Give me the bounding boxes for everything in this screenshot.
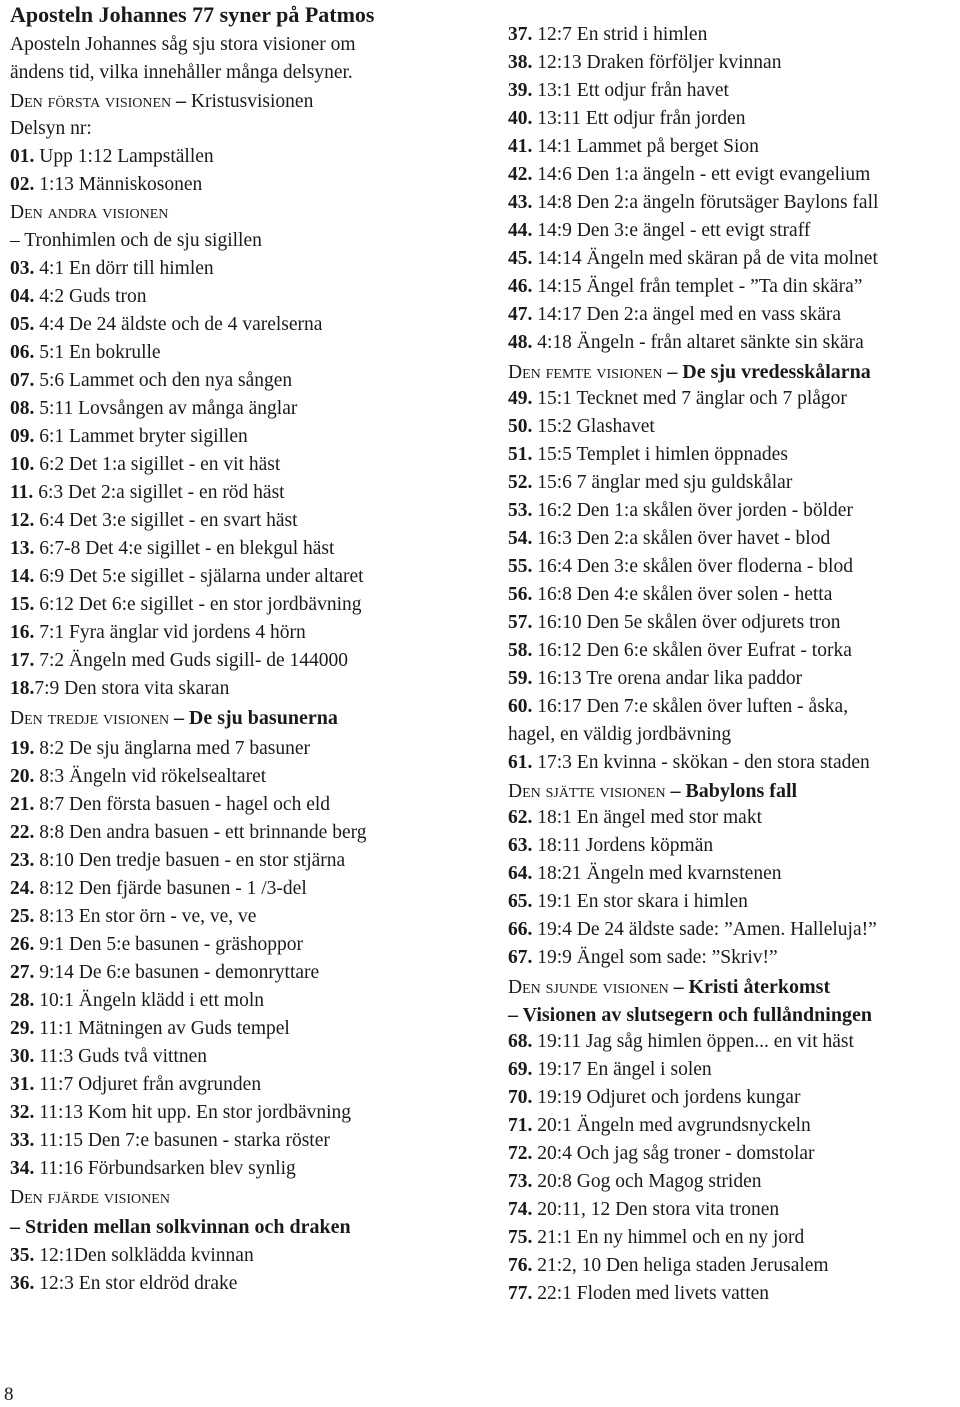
item-text: 16:10 Den 5e skålen över odjurets tron: [537, 612, 841, 633]
list-item: [508, 1142, 815, 1166]
item-text: 11:7 Odjuret från avgrunden: [39, 1074, 262, 1095]
item-text: 7:1 Fyra änglar vid jordens 4 hörn: [39, 622, 306, 643]
list-item: [508, 1086, 800, 1110]
item-text: 19:1 En stor skara i himlen: [537, 891, 748, 912]
item-text: 15:1 Tecknet med 7 änglar och 7 plågor: [537, 388, 847, 409]
list-item: [10, 649, 348, 673]
item-number: 21.: [10, 794, 35, 815]
item-text: 12:1Den solklädda kvinnan: [39, 1245, 254, 1266]
item-number: 75.: [508, 1227, 533, 1248]
vision-label: Den tredje visionen: [10, 708, 170, 729]
item-number: 05.: [10, 314, 35, 335]
list-item: [10, 933, 303, 957]
item-text: 9:14 De 6:e basunen - demonryttare: [39, 962, 320, 983]
item-text: 19:9 Ängel som sade: ”Skriv!”: [537, 947, 778, 968]
vision-dash: –: [174, 707, 185, 729]
item-number: 11.: [10, 482, 34, 503]
list-item: [508, 1170, 761, 1194]
item-text: 8:8 Den andra basuen - ett brinnande berg: [39, 822, 367, 843]
item-text: 16:3 Den 2:a skålen över havet - blod: [537, 528, 831, 549]
item-number: 50.: [508, 416, 533, 437]
list-item: [508, 135, 759, 159]
vision-heading: [10, 201, 168, 225]
vision-label: Den sjätte visionen: [508, 781, 666, 802]
item-text: 16:4 Den 3:e skålen över floderna - blod: [537, 556, 853, 577]
item-text: 13:11 Ett odjur från jorden: [537, 108, 746, 129]
item-number: 47.: [508, 304, 533, 325]
list-item: [10, 481, 285, 505]
list-item: [508, 303, 841, 327]
list-item: [10, 905, 256, 929]
list-item: [10, 1017, 290, 1041]
list-item: [10, 285, 147, 309]
item-number: 60.: [508, 696, 533, 717]
item-text: 22:1 Floden med livets vatten: [537, 1283, 770, 1304]
item-number: 59.: [508, 668, 533, 689]
item-number: 58.: [508, 640, 533, 661]
item-text: 7:9 Den stora vita skaran: [34, 678, 230, 699]
list-item: [508, 806, 762, 830]
item-number: 01.: [10, 146, 35, 167]
list-item: [508, 946, 778, 970]
list-item: [10, 369, 292, 393]
item-text: 11:15 Den 7:e basunen - starka röster: [39, 1130, 330, 1151]
list-item: [508, 1198, 779, 1222]
item-text: 18:1 En ängel med stor makt: [537, 807, 762, 828]
list-item: [10, 1244, 254, 1268]
item-text: 16:12 Den 6:e skålen över Eufrat - torka: [537, 640, 852, 661]
item-number: 42.: [508, 164, 533, 185]
item-text: 6:9 Det 5:e sigillet - själarna under altaret: [39, 566, 364, 587]
item-text: 12:7 En strid i himlen: [537, 24, 708, 45]
document-title: Aposteln Johannes 77 syner på Patmos: [10, 2, 375, 27]
vision-subtitle: De sju vredesskålarna: [682, 361, 871, 383]
list-item: [10, 565, 364, 589]
item-number: 10.: [10, 454, 35, 475]
list-item-continuation: hagel, en väldig jordbävning: [508, 724, 732, 745]
list-item: [508, 1058, 712, 1082]
item-text: 6:7-8 Det 4:e sigillet - en blekgul häst: [39, 538, 335, 559]
item-text: 1:13 Människosonen: [39, 174, 203, 195]
delsyn-label: Delsyn nr:: [10, 118, 92, 139]
vision-heading: [508, 975, 830, 1000]
vision-heading: [10, 1186, 170, 1210]
item-number: 32.: [10, 1102, 35, 1123]
list-item: [10, 1129, 330, 1153]
item-number: 07.: [10, 370, 35, 391]
list-item: [10, 961, 319, 985]
list-item: [508, 751, 870, 775]
item-text: 4:1 En dörr till himlen: [39, 258, 214, 279]
item-number: 14.: [10, 566, 35, 587]
list-item: [508, 51, 781, 75]
item-number: 18.: [10, 678, 35, 699]
list-item: [508, 1282, 769, 1306]
item-text: 13:1 Ett odjur från havet: [537, 80, 729, 101]
item-number: 43.: [508, 192, 533, 213]
item-number: 25.: [10, 906, 35, 927]
list-item: [508, 1254, 829, 1278]
item-number: 22.: [10, 822, 35, 843]
item-number: 52.: [508, 472, 533, 493]
item-number: 71.: [508, 1115, 533, 1136]
item-number: 24.: [10, 878, 35, 899]
item-number: 65.: [508, 891, 533, 912]
item-number: 35.: [10, 1245, 35, 1266]
vision-heading: [508, 779, 797, 804]
item-text: 4:4 De 24 äldste och de 4 varelserna: [39, 314, 323, 335]
list-item: [10, 1073, 261, 1097]
list-item: [10, 257, 214, 281]
item-number: 61.: [508, 752, 533, 773]
item-text: 20:11, 12 Den stora vita tronen: [537, 1199, 780, 1220]
item-number: 12.: [10, 510, 35, 531]
item-text: 19:17 En ängel i solen: [537, 1059, 712, 1080]
item-text: 14:6 Den 1:a ängeln - ett evigt evangelium: [537, 164, 871, 185]
item-text: 6:12 Det 6:e sigillet - en stor jordbävning: [39, 594, 362, 615]
item-text: 19:11 Jag såg himlen öppen... en vit häst: [537, 1031, 854, 1052]
list-item: [10, 989, 264, 1013]
item-number: 09.: [10, 426, 35, 447]
item-number: 27.: [10, 962, 35, 983]
list-item: [508, 331, 864, 355]
item-text: 17:3 En kvinna - skökan - den stora staden: [537, 752, 870, 773]
intro-line: ändens tid, vilka innehåller många delsyner.: [10, 62, 353, 83]
list-item: [10, 677, 229, 701]
item-text: 14:15 Ängel från templet - ”Ta din skära”: [537, 276, 863, 297]
item-text: 16:8 Den 4:e skålen över solen - hetta: [537, 584, 833, 605]
vision-heading: [508, 360, 871, 385]
item-number: 31.: [10, 1074, 35, 1095]
list-item: [508, 918, 877, 942]
item-text: 20:1 Ängeln med avgrundsnyckeln: [537, 1115, 811, 1136]
item-number: 67.: [508, 947, 533, 968]
item-text: 8:13 En stor örn - ve, ve, ve: [39, 906, 257, 927]
list-item: [10, 765, 266, 789]
item-text: 6:4 Det 3:e sigillet - en svart häst: [39, 510, 298, 531]
item-number: 73.: [508, 1171, 533, 1192]
vision-label: Den andra visionen: [10, 202, 169, 223]
item-text: 8:2 De sju änglarna med 7 basuner: [39, 738, 311, 759]
item-text: 21:1 En ny himmel och en ny jord: [537, 1227, 805, 1248]
item-text: 10:1 Ängeln klädd i ett moln: [39, 990, 265, 1011]
item-number: 77.: [508, 1283, 533, 1304]
list-item: [10, 341, 161, 365]
item-text: 16:13 Tre orena andar lika paddor: [537, 668, 803, 689]
item-text: 7:2 Ängeln med Guds sigill- de 144000: [39, 650, 348, 671]
list-item: [508, 79, 729, 103]
item-number: 64.: [508, 863, 533, 884]
list-item: [10, 737, 310, 761]
list-item: [508, 471, 792, 495]
vision-subtitle: De sju basunerna: [188, 707, 338, 729]
item-text: 5:11 Lovsången av många änglar: [39, 398, 298, 419]
item-number: 72.: [508, 1143, 533, 1164]
vision-subtitle: – Visionen av slutsegern och fullåndningen: [508, 1004, 872, 1026]
item-number: 69.: [508, 1059, 533, 1080]
list-item: [10, 397, 297, 421]
item-number: 08.: [10, 398, 35, 419]
vision-subtitle: Babylons fall: [685, 780, 798, 802]
item-text: 14:9 Den 3:e ängel - ett evigt straff: [537, 220, 811, 241]
item-text: 14:17 Den 2:a ängel med en vass skära: [537, 304, 842, 325]
item-text: 11:3 Guds två vittnen: [39, 1046, 207, 1067]
list-item: [508, 667, 802, 691]
list-item: [508, 219, 810, 243]
list-item: [10, 1101, 351, 1125]
list-item: [10, 593, 362, 617]
list-item: [508, 23, 707, 47]
list-item: [508, 275, 862, 299]
item-number: 74.: [508, 1199, 533, 1220]
list-item: [10, 313, 322, 337]
vision-subtitle: Kristusvisionen: [190, 91, 314, 112]
item-text: 18:11 Jordens köpmän: [537, 835, 714, 856]
list-item: [508, 611, 841, 635]
page-number: 8: [4, 1384, 14, 1405]
list-item: [508, 107, 746, 131]
item-text: 6:3 Det 2:a sigillet - en röd häst: [38, 482, 285, 503]
list-item: [10, 537, 334, 561]
list-item: [508, 163, 870, 187]
item-text: 14:1 Lammet på berget Sion: [537, 136, 759, 157]
item-number: 45.: [508, 248, 533, 269]
item-number: 34.: [10, 1158, 35, 1179]
item-number: 13.: [10, 538, 35, 559]
list-item: [508, 443, 788, 467]
item-text: 11:1 Mätningen av Guds tempel: [39, 1018, 290, 1039]
list-item: [508, 247, 878, 271]
item-number: 16.: [10, 622, 35, 643]
item-text: 15:2 Glashavet: [537, 416, 655, 437]
item-number: 70.: [508, 1087, 533, 1108]
item-number: 36.: [10, 1273, 35, 1294]
item-number: 20.: [10, 766, 35, 787]
item-text: 20:4 Och jag såg troner - domstolar: [537, 1143, 815, 1164]
item-number: 46.: [508, 276, 533, 297]
item-text: 16:2 Den 1:a skålen över jorden - bölder: [537, 500, 853, 521]
item-text: 14:8 Den 2:a ängeln förutsäger Baylons fall: [537, 192, 879, 213]
list-item: [508, 1114, 811, 1138]
list-item: [508, 499, 853, 523]
list-item: [508, 862, 782, 886]
vision-subtitle: – Tronhimlen och de sju sigillen: [10, 230, 262, 251]
vision-label: Den fjärde visionen: [10, 1187, 170, 1208]
list-item: [10, 145, 214, 169]
item-number: 04.: [10, 286, 35, 307]
list-item: [508, 583, 832, 607]
list-item: [10, 1045, 207, 1069]
item-number: 39.: [508, 80, 533, 101]
item-text: 14:14 Ängeln med skäran på de vita molnet: [537, 248, 878, 269]
list-item: [10, 453, 280, 477]
list-item: [10, 821, 366, 845]
item-text: 9:1 Den 5:e basunen - gräshoppor: [39, 934, 303, 955]
item-number: 19.: [10, 738, 35, 759]
item-number: 66.: [508, 919, 533, 940]
item-text: 6:1 Lammet bryter sigillen: [39, 426, 248, 447]
vision-heading: [10, 706, 338, 731]
item-text: 19:4 De 24 äldste sade: ”Amen. Halleluja!”: [537, 919, 877, 940]
list-item: [508, 890, 748, 914]
item-number: 06.: [10, 342, 35, 363]
list-item: [508, 1226, 804, 1250]
item-number: 76.: [508, 1255, 533, 1276]
list-item: [508, 1030, 854, 1054]
vision-label: Den första visionen: [10, 91, 172, 112]
list-item: [508, 387, 847, 411]
item-number: 63.: [508, 835, 533, 856]
item-text: 8:10 Den tredje basuen - en stor stjärna: [39, 850, 346, 871]
item-number: 38.: [508, 52, 533, 73]
item-text: 15:5 Templet i himlen öppnades: [537, 444, 788, 465]
item-number: 37.: [508, 24, 533, 45]
item-number: 30.: [10, 1046, 35, 1067]
vision-dash: –: [670, 780, 681, 802]
list-item: [508, 639, 852, 663]
item-number: 03.: [10, 258, 35, 279]
item-number: 33.: [10, 1130, 35, 1151]
list-item: [508, 555, 853, 579]
item-number: 54.: [508, 528, 533, 549]
item-text: 19:19 Odjuret och jordens kungar: [537, 1087, 801, 1108]
item-number: 23.: [10, 850, 35, 871]
item-text: 5:1 En bokrulle: [39, 342, 161, 363]
item-text: 12:13 Draken förföljer kvinnan: [537, 52, 782, 73]
item-text: 20:8 Gog och Magog striden: [537, 1171, 762, 1192]
item-number: 56.: [508, 584, 533, 605]
vision-label: Den femte visionen: [508, 362, 663, 383]
list-item: [10, 425, 248, 449]
item-number: 02.: [10, 174, 35, 195]
item-number: 48.: [508, 332, 533, 353]
item-text: 8:3 Ängeln vid rökelsealtaret: [39, 766, 267, 787]
item-number: 44.: [508, 220, 533, 241]
vision-subtitle: – Striden mellan solkvinnan och draken: [10, 1216, 351, 1238]
vision-label: Den sjunde visionen: [508, 977, 669, 998]
intro-line: Aposteln Johannes såg sju stora visioner om: [10, 34, 356, 55]
item-number: 57.: [508, 612, 533, 633]
item-text: 6:2 Det 1:a sigillet - en vit häst: [39, 454, 281, 475]
item-number: 62.: [508, 807, 533, 828]
item-number: 17.: [10, 650, 35, 671]
item-text: 8:12 Den fjärde basunen - 1 /3-del: [39, 878, 307, 899]
list-item: [508, 415, 655, 439]
item-number: 55.: [508, 556, 533, 577]
item-text: 12:3 En stor eldröd drake: [39, 1273, 238, 1294]
list-item: [508, 695, 848, 719]
vision-heading: [10, 89, 313, 114]
list-item: [10, 509, 298, 533]
item-text: 5:6 Lammet och den nya sången: [39, 370, 293, 391]
item-number: 51.: [508, 444, 533, 465]
item-text: 11:16 Förbundsarken blev synlig: [39, 1158, 296, 1179]
list-item: [10, 877, 307, 901]
list-item: [508, 834, 713, 858]
vision-dash: –: [176, 90, 187, 112]
item-text: 18:21 Ängeln med kvarnstenen: [537, 863, 782, 884]
list-item: [10, 173, 202, 197]
item-number: 29.: [10, 1018, 35, 1039]
item-number: 28.: [10, 990, 35, 1011]
list-item: [10, 621, 306, 645]
vision-dash: –: [667, 361, 678, 383]
item-number: 41.: [508, 136, 533, 157]
vision-dash: –: [673, 976, 684, 998]
list-item: [10, 1157, 296, 1181]
item-text: 16:17 Den 7:e skålen över luften - åska,: [537, 696, 849, 717]
item-text: 11:13 Kom hit upp. En stor jordbävning: [39, 1102, 352, 1123]
list-item: [10, 1272, 237, 1296]
item-number: 26.: [10, 934, 35, 955]
item-text: 15:6 7 änglar med sju guldskålar: [537, 472, 793, 493]
list-item: [508, 527, 830, 551]
vision-subtitle: Kristi återkomst: [688, 976, 831, 998]
item-number: 40.: [508, 108, 533, 129]
item-number: 53.: [508, 500, 533, 521]
list-item: [10, 793, 330, 817]
item-text: 4:2 Guds tron: [39, 286, 147, 307]
item-text: Upp 1:12 Lampställen: [39, 146, 214, 167]
item-number: 68.: [508, 1031, 533, 1052]
item-text: 8:7 Den första basuen - hagel och eld: [39, 794, 331, 815]
item-text: 4:18 Ängeln - från altaret sänkte sin skära: [537, 332, 864, 353]
list-item: [10, 849, 345, 873]
list-item: [508, 191, 878, 215]
item-number: 15.: [10, 594, 35, 615]
item-number: 49.: [508, 388, 533, 409]
item-text: 21:2, 10 Den heliga staden Jerusalem: [537, 1255, 829, 1276]
